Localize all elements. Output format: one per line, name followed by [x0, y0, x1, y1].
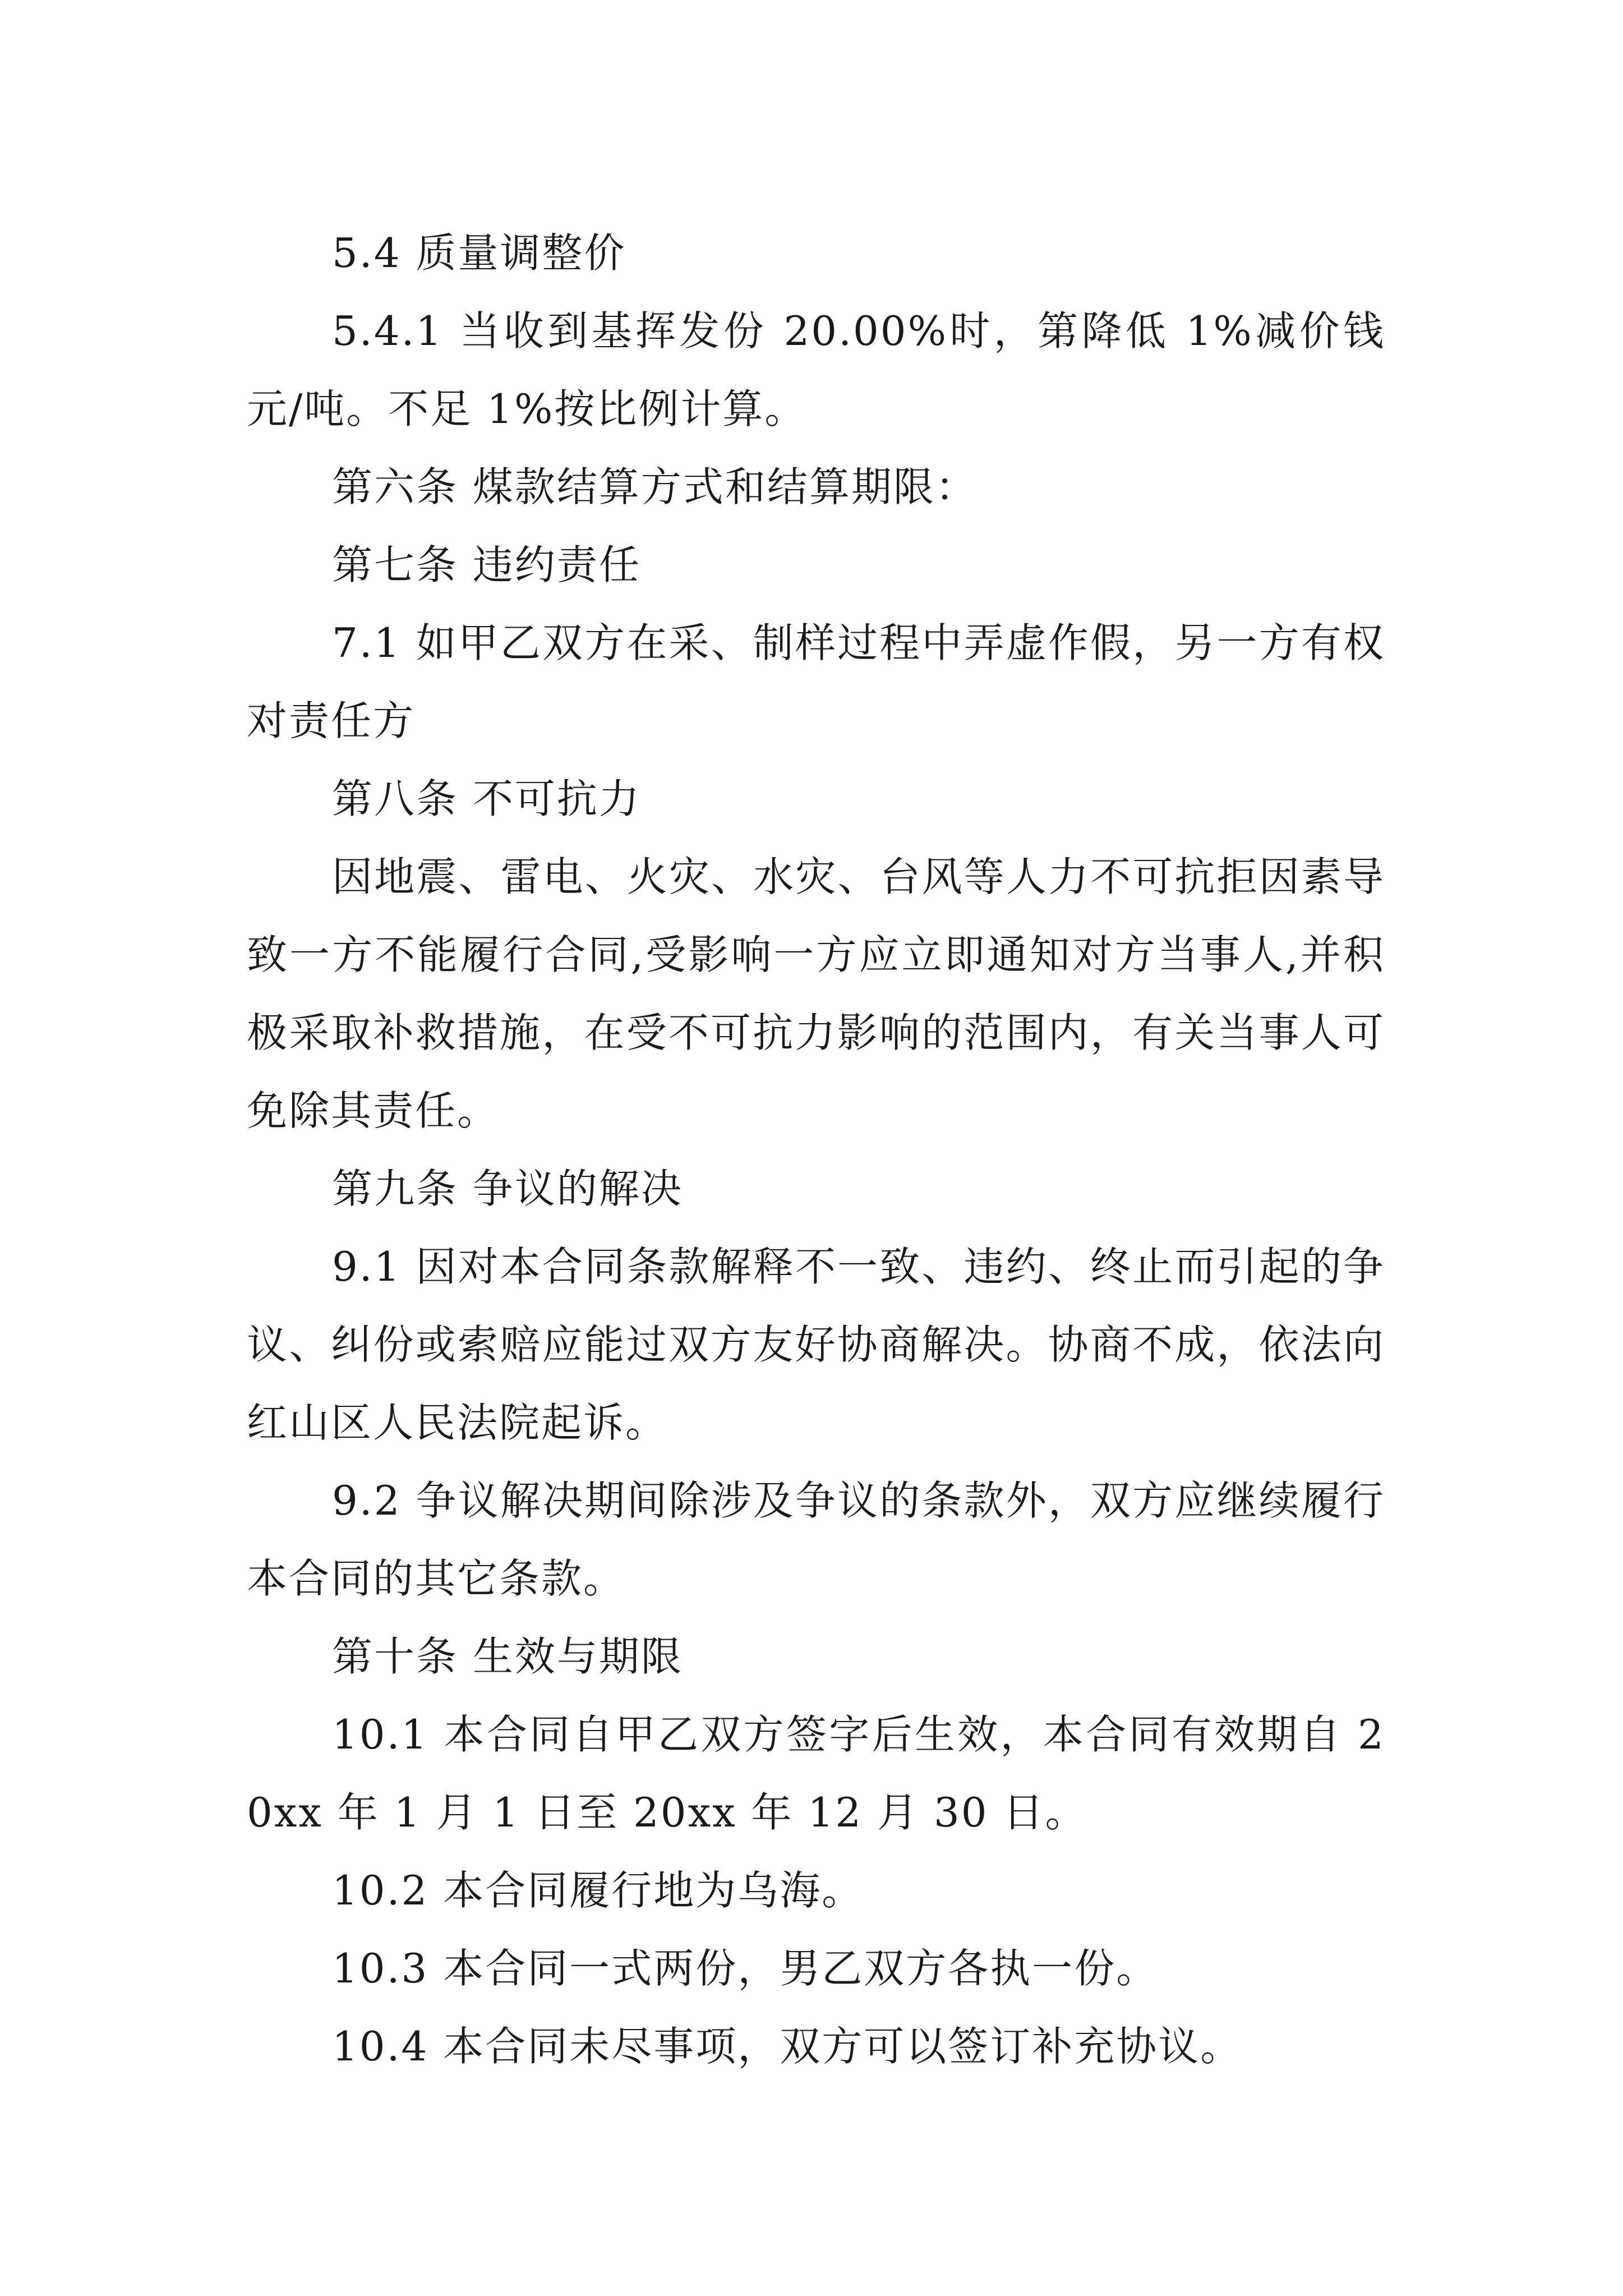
clause-10-1: 10.1 本合同自甲乙双方签字后生效，本合同有效期自 20xx 年 1 月 1 日至 20xx 年 12 月 30 日。	[247, 1711, 1385, 1836]
article-9-heading: 第九条 争议的解决	[332, 1165, 683, 1212]
clause-5-4-1: 5.4.1 当收到基挥发份 20.00%时，第降低 1%减价钱元/吨。不足 1%按比例计算。	[247, 307, 1385, 432]
clause-10-4: 10.4 本合同未尽事项，双方可以签订补充协议。	[332, 2023, 1243, 2070]
article-8-heading: 第八条 不可抗力	[332, 775, 641, 822]
clause-9-2: 9.2 争议解决期间除涉及争议的条款外，双方应继续履行本合同的其它条款。	[247, 1477, 1385, 1602]
clause-7-1: 7.1 如甲乙双方在采、制样过程中弄虚作假，另一方有权对责任方	[247, 619, 1385, 744]
clause-10-2: 10.2 本合同履行地为乌海。	[332, 1867, 864, 1914]
document-body	[247, 214, 1385, 2086]
article-6-heading: 第六条 煤款结算方式和结算期限：	[332, 463, 978, 510]
force-majeure-paragraph: 因地震、雷电、火灾、水灾、台风等人力不可抗拒因素导致一方不能履行合同,受影响一方应立即通知对方当事人,并积极采取补救措施，在受不可抗力影响的范围内，有关当事人可免除其责任。	[247, 853, 1385, 1134]
clause-9-1: 9.1 因对本合同条款解释不一致、违约、终止而引起的争议、纠份或索赔应能过双方友好协商解决。协商不成，依法向红山区人民法院起诉。	[247, 1243, 1385, 1446]
article-10-heading: 第十条 生效与期限	[332, 1633, 683, 1680]
clause-10-3: 10.3 本合同一式两份，男乙双方各执一份。	[332, 1945, 1159, 1992]
article-7-heading: 第七条 违约责任	[332, 541, 641, 588]
section-heading-5-4: 5.4 质量调整价	[332, 229, 626, 277]
